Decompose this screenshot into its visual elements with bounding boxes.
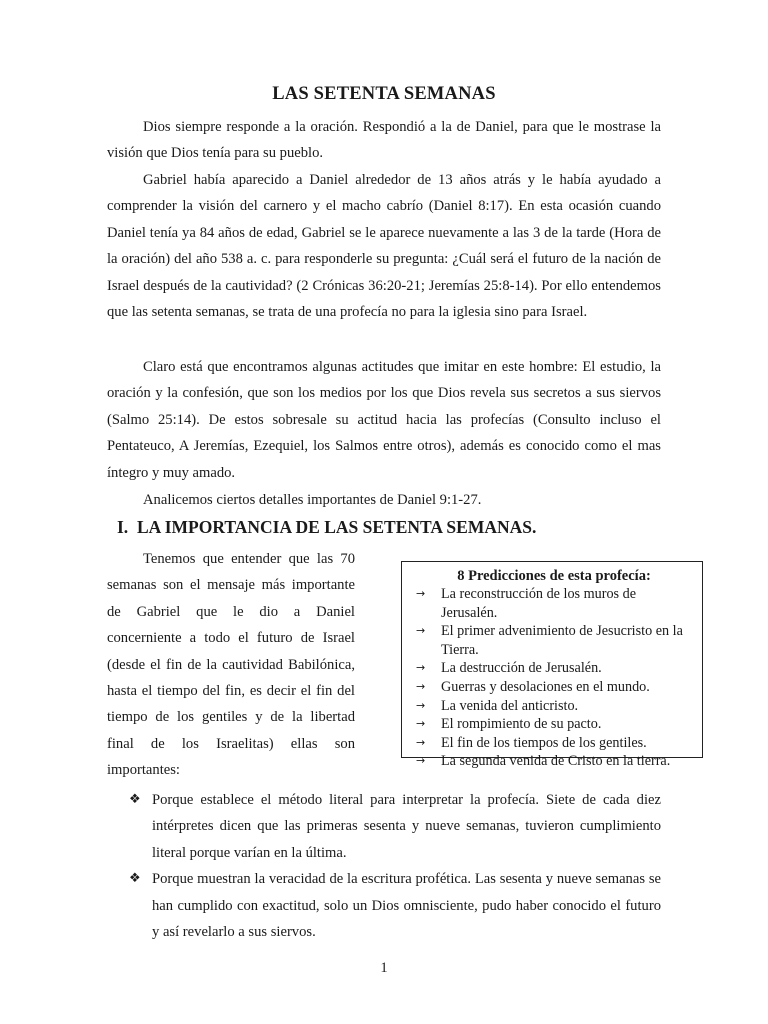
arrow-icon: →: [416, 587, 426, 600]
arrow-icon: →: [416, 679, 426, 693]
arrow-icon: →: [416, 698, 426, 712]
prediction-item: → El rompimiento de su pacto.: [416, 716, 602, 733]
arrow-icon: →: [416, 717, 426, 731]
page-number: 1: [380, 960, 388, 976]
diamond-bullet-icon: ❖: [129, 792, 141, 807]
intro-paragraph-2: Gabriel había aparecido a Daniel alrededor de 13 años atrás y le había ayudado a comprender la visión del carnero y el macho cabrío (Daniel 8:17). En esta ocasión cuando Daniel tenía ya 84 años de edad, Gabriel se le aparece nuevamente a las 3 de la tarde (Hora de la oración) del año 538 a. c. para responderle su pregunta: ¿Cuál será el futuro de la nación de Israel después de la cautividad? (2 Crónicas 36:20-21; Jeremías 25:8-14). Por ello entendemos que las setenta semanas, se trata de una profecía no para la iglesia sino para Israel.: [107, 172, 661, 321]
section-heading: [117, 517, 536, 538]
arrow-icon: →: [416, 754, 426, 768]
arrow-icon: →: [416, 624, 426, 638]
prediction-item: → El primer advenimiento de Jesucristo en la Tierra.: [416, 623, 683, 658]
prediction-item: → La venida del anticristo.: [416, 697, 579, 714]
diamond-bullet-icon: ❖: [129, 871, 141, 887]
bullet-item: ❖ Porque establece el método literal para interpretar la profecía. Siete de cada diez intérpretes dicen que las primeras sesenta y nueve semanas, tuvieron cumplimiento literal porque varían en la última.: [127, 787, 661, 866]
bullet-list: [127, 787, 661, 945]
prediction-item: → La reconstrucción de los muros de Jerusalén.: [416, 586, 637, 621]
section-heading-text: LA IMPORTANCIA DE LAS SETENTA SEMANAS.: [137, 517, 537, 537]
predictions-box: [401, 561, 703, 770]
prediction-item: → Guerras y desolaciones en el mundo.: [416, 678, 650, 695]
section-number: I.: [117, 517, 129, 537]
predictions-box-title: 8 Predicciones de esta profecía:: [457, 568, 651, 584]
intro-paragraph-4: Analicemos ciertos detalles importantes de Daniel 9:1-27.: [143, 492, 482, 508]
arrow-icon: →: [416, 661, 426, 675]
page-title: LAS SETENTA SEMANAS: [272, 84, 496, 104]
prediction-item: → La segunda venida de Cristo en la tierra.: [416, 753, 671, 770]
prediction-item: → La destrucción de Jerusalén.: [416, 660, 602, 677]
prediction-item: → El fin de los tiempos de los gentiles.: [416, 734, 647, 751]
predictions-list: [414, 585, 694, 771]
bullet-item: ❖ Porque muestran la veracidad de la escritura profética. Las sesenta y nueve semanas se han cumplido con exactitud, solo un Dios omnisciente, pudo haber conocido el futuro y así revelarlo a sus siervos.: [127, 866, 661, 945]
arrow-icon: →: [416, 735, 426, 749]
intro-paragraph-1: Dios siempre responde a la oración. Respondió a la de Daniel, para que le mostrase la visión que Dios tenía para su pueblo.: [107, 119, 661, 162]
intro-paragraph-3: Claro está que encontramos algunas actitudes que imitar en este hombre: El estudio, la oración y la confesión, que son los medios por los que Dios revela sus secretos a sus siervos (Salmo 25:14). De estos sobresale su actitud hacia las profecías (Consulto incluso el Pentateuco, A Jeremías, Ezequiel, los Salmos entre otros), además es conocido como el mas íntegro y muy amado.: [107, 359, 661, 481]
section-paragraph: Tenemos que entender que las 70 semanas son el mensaje más importante de Gabriel que le dio a Daniel concerniente a todo el futuro de Israel (desde el fin de la cautividad Babilónica, hasta el tiempo del fin, es decir el fin del tiempo de los gentiles y de la libertad final de los Israelitas) ellas son importantes:: [107, 551, 355, 779]
